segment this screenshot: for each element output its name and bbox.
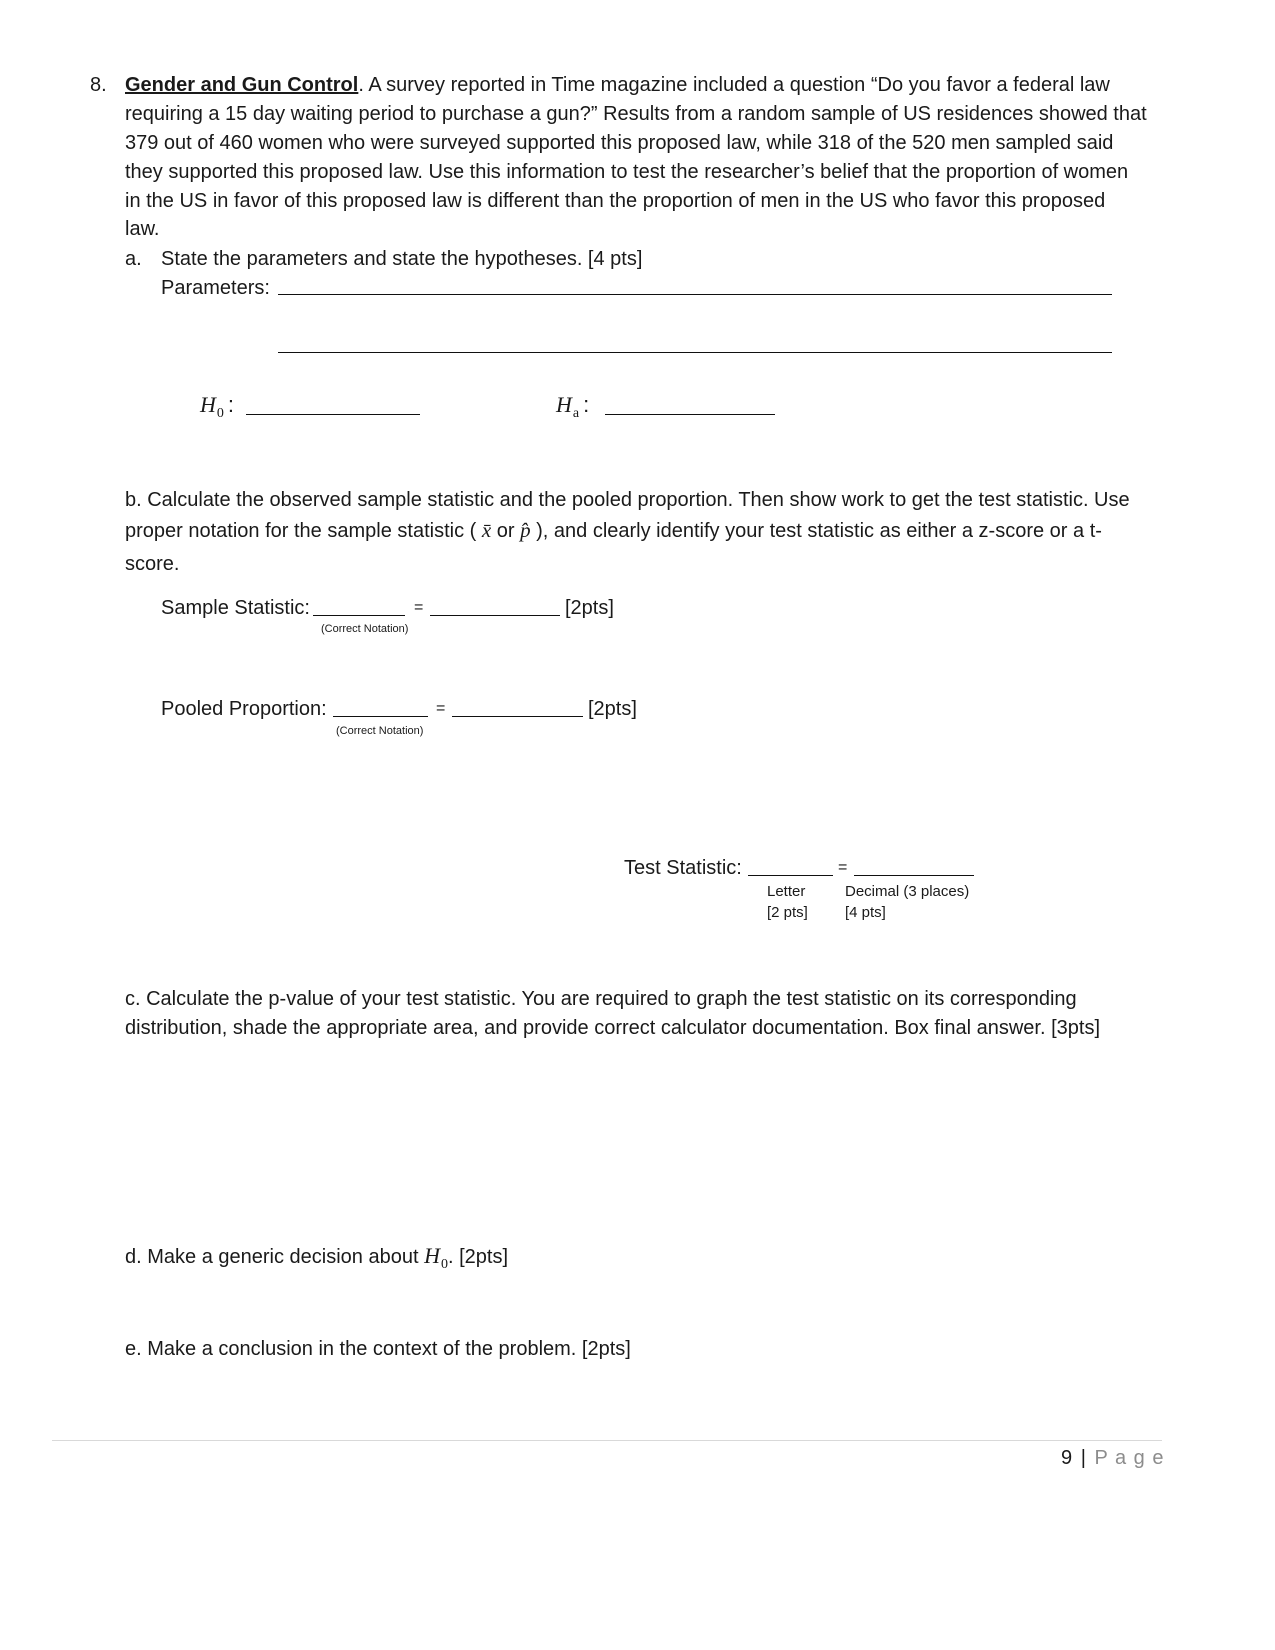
pooled-proportion-notation-line[interactable] bbox=[333, 716, 428, 717]
question-title: Gender and Gun Control bbox=[125, 74, 359, 96]
parameters-answer-line-2[interactable] bbox=[278, 352, 1112, 353]
page-footer bbox=[1061, 1447, 1164, 1470]
part-d-answer-area[interactable] bbox=[125, 1275, 1125, 1335]
alternative-hypothesis-answer-line[interactable] bbox=[605, 414, 775, 415]
null-hypothesis-answer-line[interactable] bbox=[246, 414, 420, 415]
question-title-line bbox=[125, 74, 1110, 97]
parameters-answer-line-1[interactable] bbox=[278, 294, 1112, 295]
test-statistic-equals: = bbox=[838, 859, 848, 876]
sample-statistic-notation-note: (Correct Notation) bbox=[321, 623, 409, 635]
pooled-proportion-value-line[interactable] bbox=[452, 716, 583, 717]
pooled-proportion-label: Pooled Proportion: bbox=[161, 698, 327, 720]
pooled-proportion-notation-note: (Correct Notation) bbox=[336, 725, 424, 737]
letter-label: Letter bbox=[767, 883, 806, 900]
xbar-symbol: x̄ bbox=[481, 518, 492, 542]
intro-line-2: requiring a 15 day waiting period to purchase a gun?” Results from a random sample of US residences showed that bbox=[125, 103, 1147, 125]
pooled-proportion-points: [2pts] bbox=[588, 698, 637, 720]
sample-statistic-label: Sample Statistic: bbox=[161, 597, 310, 619]
test-statistic-label: Test Statistic: bbox=[624, 857, 742, 879]
footer-rule bbox=[52, 1440, 1162, 1441]
part-c-line-2: distribution, shade the appropriate area, and provide correct calculator documentation. Box final answer. [3pts] bbox=[125, 1017, 1101, 1039]
part-d-prompt: d. Make a generic decision about $H_0$. [2pts] bbox=[125, 1243, 508, 1272]
sample-statistic-points: [2pts] bbox=[565, 597, 614, 619]
part-c-line-1: c. Calculate the p-value of your test statistic. You are required to graph the test statistic on its corresponding bbox=[125, 988, 1077, 1010]
part-b-line-2: proper notation for the sample statistic ( x̄ or p̂ ), and clearly identify your test statistic as either a z-score or a t- bbox=[125, 518, 1102, 542]
part-b-line-1: b. Calculate the observed sample statistic and the pooled proportion. Then show work to get the test statistic. Use bbox=[125, 489, 1130, 511]
page-number: 9 bbox=[1061, 1447, 1073, 1469]
intro-line-6: law. bbox=[125, 218, 160, 240]
null-hypothesis-label: $H_0$ : bbox=[200, 392, 235, 421]
part-e-prompt: e. Make a conclusion in the context of the problem. [2pts] bbox=[125, 1338, 631, 1360]
part-c-answer-area[interactable] bbox=[125, 1050, 1125, 1230]
part-e-answer-area[interactable] bbox=[125, 1370, 1125, 1430]
sample-statistic-value-line[interactable] bbox=[430, 615, 560, 616]
sample-statistic-equals: = bbox=[414, 599, 424, 616]
intro-line-1: . A survey reported in Time magazine included a question “Do you favor a federal law bbox=[358, 74, 1110, 96]
page-separator: | bbox=[1080, 1447, 1086, 1469]
phat-symbol: p̂ bbox=[520, 518, 531, 542]
alternative-hypothesis-label: $H_a$ : bbox=[556, 392, 590, 421]
test-statistic-letter-line[interactable] bbox=[748, 875, 833, 876]
intro-line-5: in the US in favor of this proposed law is different than the proportion of men in the US who favor this proposed bbox=[125, 190, 1106, 212]
intro-line-4: they supported this proposed law. Use this information to test the researcher’s belief that the proportion of women bbox=[125, 161, 1129, 183]
page-word: P a g e bbox=[1094, 1447, 1165, 1469]
part-a-letter: a. bbox=[125, 248, 142, 270]
part-a-prompt: State the parameters and state the hypotheses. [4 pts] bbox=[161, 248, 643, 270]
letter-points: [2 pts] bbox=[767, 904, 808, 921]
pooled-proportion-equals: = bbox=[436, 700, 446, 717]
question-number: 8. bbox=[90, 74, 107, 96]
part-b-line-3: score. bbox=[125, 553, 180, 575]
sample-statistic-notation-line[interactable] bbox=[313, 615, 405, 616]
decimal-points: [4 pts] bbox=[845, 904, 886, 921]
test-statistic-decimal-line[interactable] bbox=[854, 875, 974, 876]
intro-line-3: 379 out of 460 women who were surveyed supported this proposed law, while 318 of the 520 men sampled said bbox=[125, 132, 1114, 154]
decimal-label: Decimal (3 places) bbox=[845, 883, 970, 900]
parameters-label: Parameters: bbox=[161, 277, 270, 299]
